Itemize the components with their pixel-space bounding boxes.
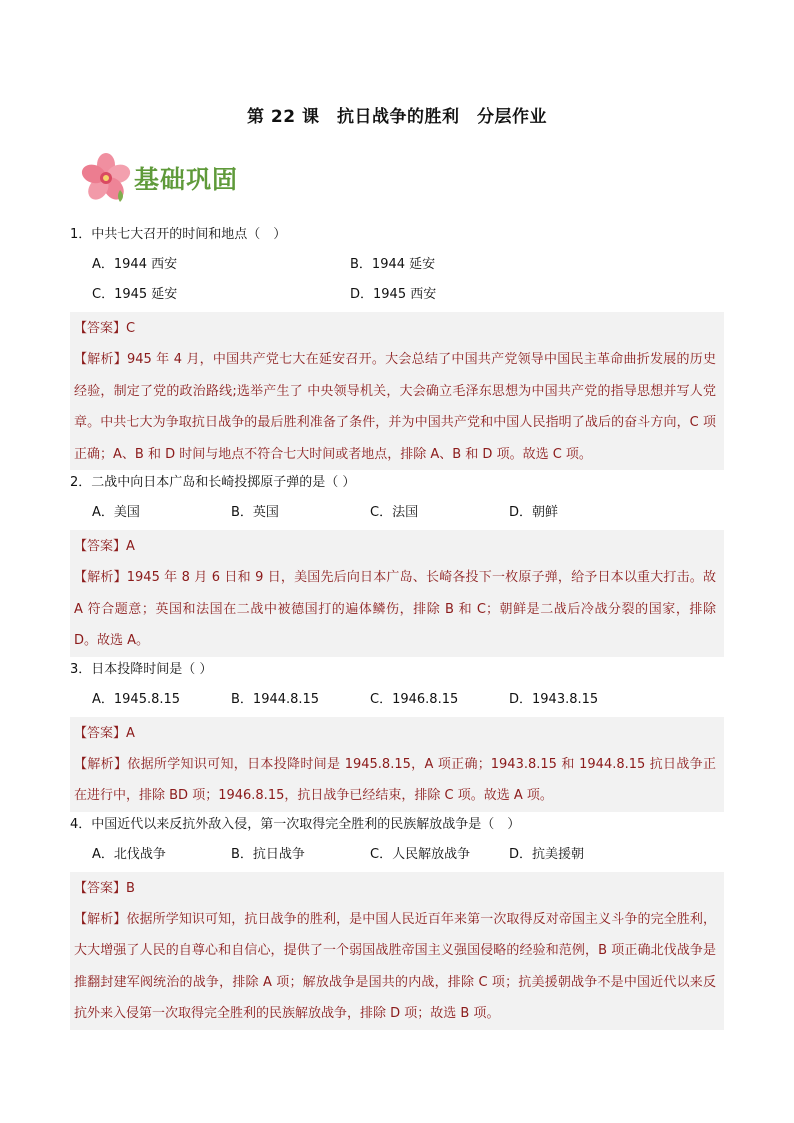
answer-box [70, 872, 724, 1030]
option-a: A．1944 西安 [92, 257, 178, 272]
section-header [76, 150, 238, 206]
answer: 【答案】A [74, 725, 135, 741]
analysis: 【解析】依据所学知识可知，日本投降时间是 1945.8.15，A 项正确；1943.8.15 和 1944.8.15 抗日战争正在进行中，排除 BD 项；1946.8.15，抗日战争已经结束，排除 C 项。故选 A 项。 [74, 756, 716, 803]
question-2 [70, 470, 724, 657]
option-c: C．1946.8.15 [370, 691, 459, 707]
options [70, 250, 724, 310]
answer: 【答案】B [74, 880, 135, 896]
question-stem: 1．中共七大召开的时间和地点（ ） [70, 227, 287, 242]
question-stem: 2．二战中向日本广岛和长崎投掷原子弹的是（ ） [70, 475, 356, 490]
question-3 [70, 657, 724, 812]
question-stem: 4．中国近代以来反抗外敌入侵，第一次取得完全胜利的民族解放战争是（ ） [70, 816, 521, 832]
option-b: B．抗日战争 [231, 846, 305, 862]
question-1 [70, 222, 724, 470]
answer: 【答案】C [74, 321, 136, 336]
option-a: A．美国 [92, 505, 140, 520]
option-d: D．1945 西安 [350, 287, 437, 302]
answer-box [70, 530, 724, 657]
option-b: B．1944.8.15 [231, 691, 320, 707]
answer-box [70, 312, 724, 470]
option-c: C．1945 延安 [92, 287, 178, 302]
question-list [70, 222, 724, 1030]
analysis: 【解析】945 年 4 月，中国共产党七大在延安召开。大会总结了中国共产党领导中国民主革命曲折发展的历史经验，制定了党的政治路线;选举产生了 中央领导机关，大会确立毛泽东思想为中国共产党的指导思想并写人党章。中共七大为争取抗日战争的最后胜利准备了条件，并为中国共产党和中国人民指明了战后的奋斗方向，C 项正确；A、B 和 D 时间与地点不符合七大时间或者地点，排除 A、B 和 D 项。故选 C 项。 [74, 352, 716, 462]
options [70, 840, 724, 870]
section-title: 基础巩固 [134, 165, 239, 194]
analysis: 【解析】依据所学知识可知，抗日战争的胜利，是中国人民近百年来第一次取得反对帝国主义斗争的完全胜利，大大增强了人民的自尊心和自信心，提供了一个弱国战胜帝国主义强国侵略的经验和范例，B 项正确北伐战争是推翻封建军阀统治的战争，排除 A 项；解放战争是国共的内战，排除 C 项；抗美援朝战争不是中国近代以来反抗外来入侵第一次取得完全胜利的民族解放战争，排除 D 项；故选 B 项。 [74, 911, 716, 1021]
option-c: C．人民解放战争 [370, 846, 471, 862]
option-b: B．1944 延安 [350, 257, 436, 272]
question-stem: 3．日本投降时间是（ ） [70, 661, 213, 677]
option-a: A．1945.8.15 [92, 691, 181, 707]
option-a: A．北伐战争 [92, 846, 166, 862]
option-d: D．朝鲜 [509, 505, 559, 520]
question-4 [70, 812, 724, 1030]
option-d: D．1943.8.15 [509, 691, 599, 707]
flower-icon [76, 150, 136, 206]
options [70, 685, 724, 715]
option-b: B．英国 [231, 505, 279, 520]
answer-box [70, 717, 724, 812]
option-d: D．抗美援朝 [509, 846, 585, 862]
options [70, 498, 724, 528]
analysis: 【解析】1945 年 8 月 6 日和 9 日，美国先后向日本广岛、长崎各投下一枚原子弹，给予日本以重大打击。故 A 符合题意；英国和法国在二战中被德国打的遍体鳞伤，排除 B 和 C；朝鲜是二战后冷战分裂的国家，排除 D。故选 A。 [74, 570, 716, 648]
page-title: 第 22 课 抗日战争的胜利 分层作业 [247, 107, 547, 127]
option-c: C．法国 [370, 505, 419, 520]
answer: 【答案】A [74, 539, 135, 554]
